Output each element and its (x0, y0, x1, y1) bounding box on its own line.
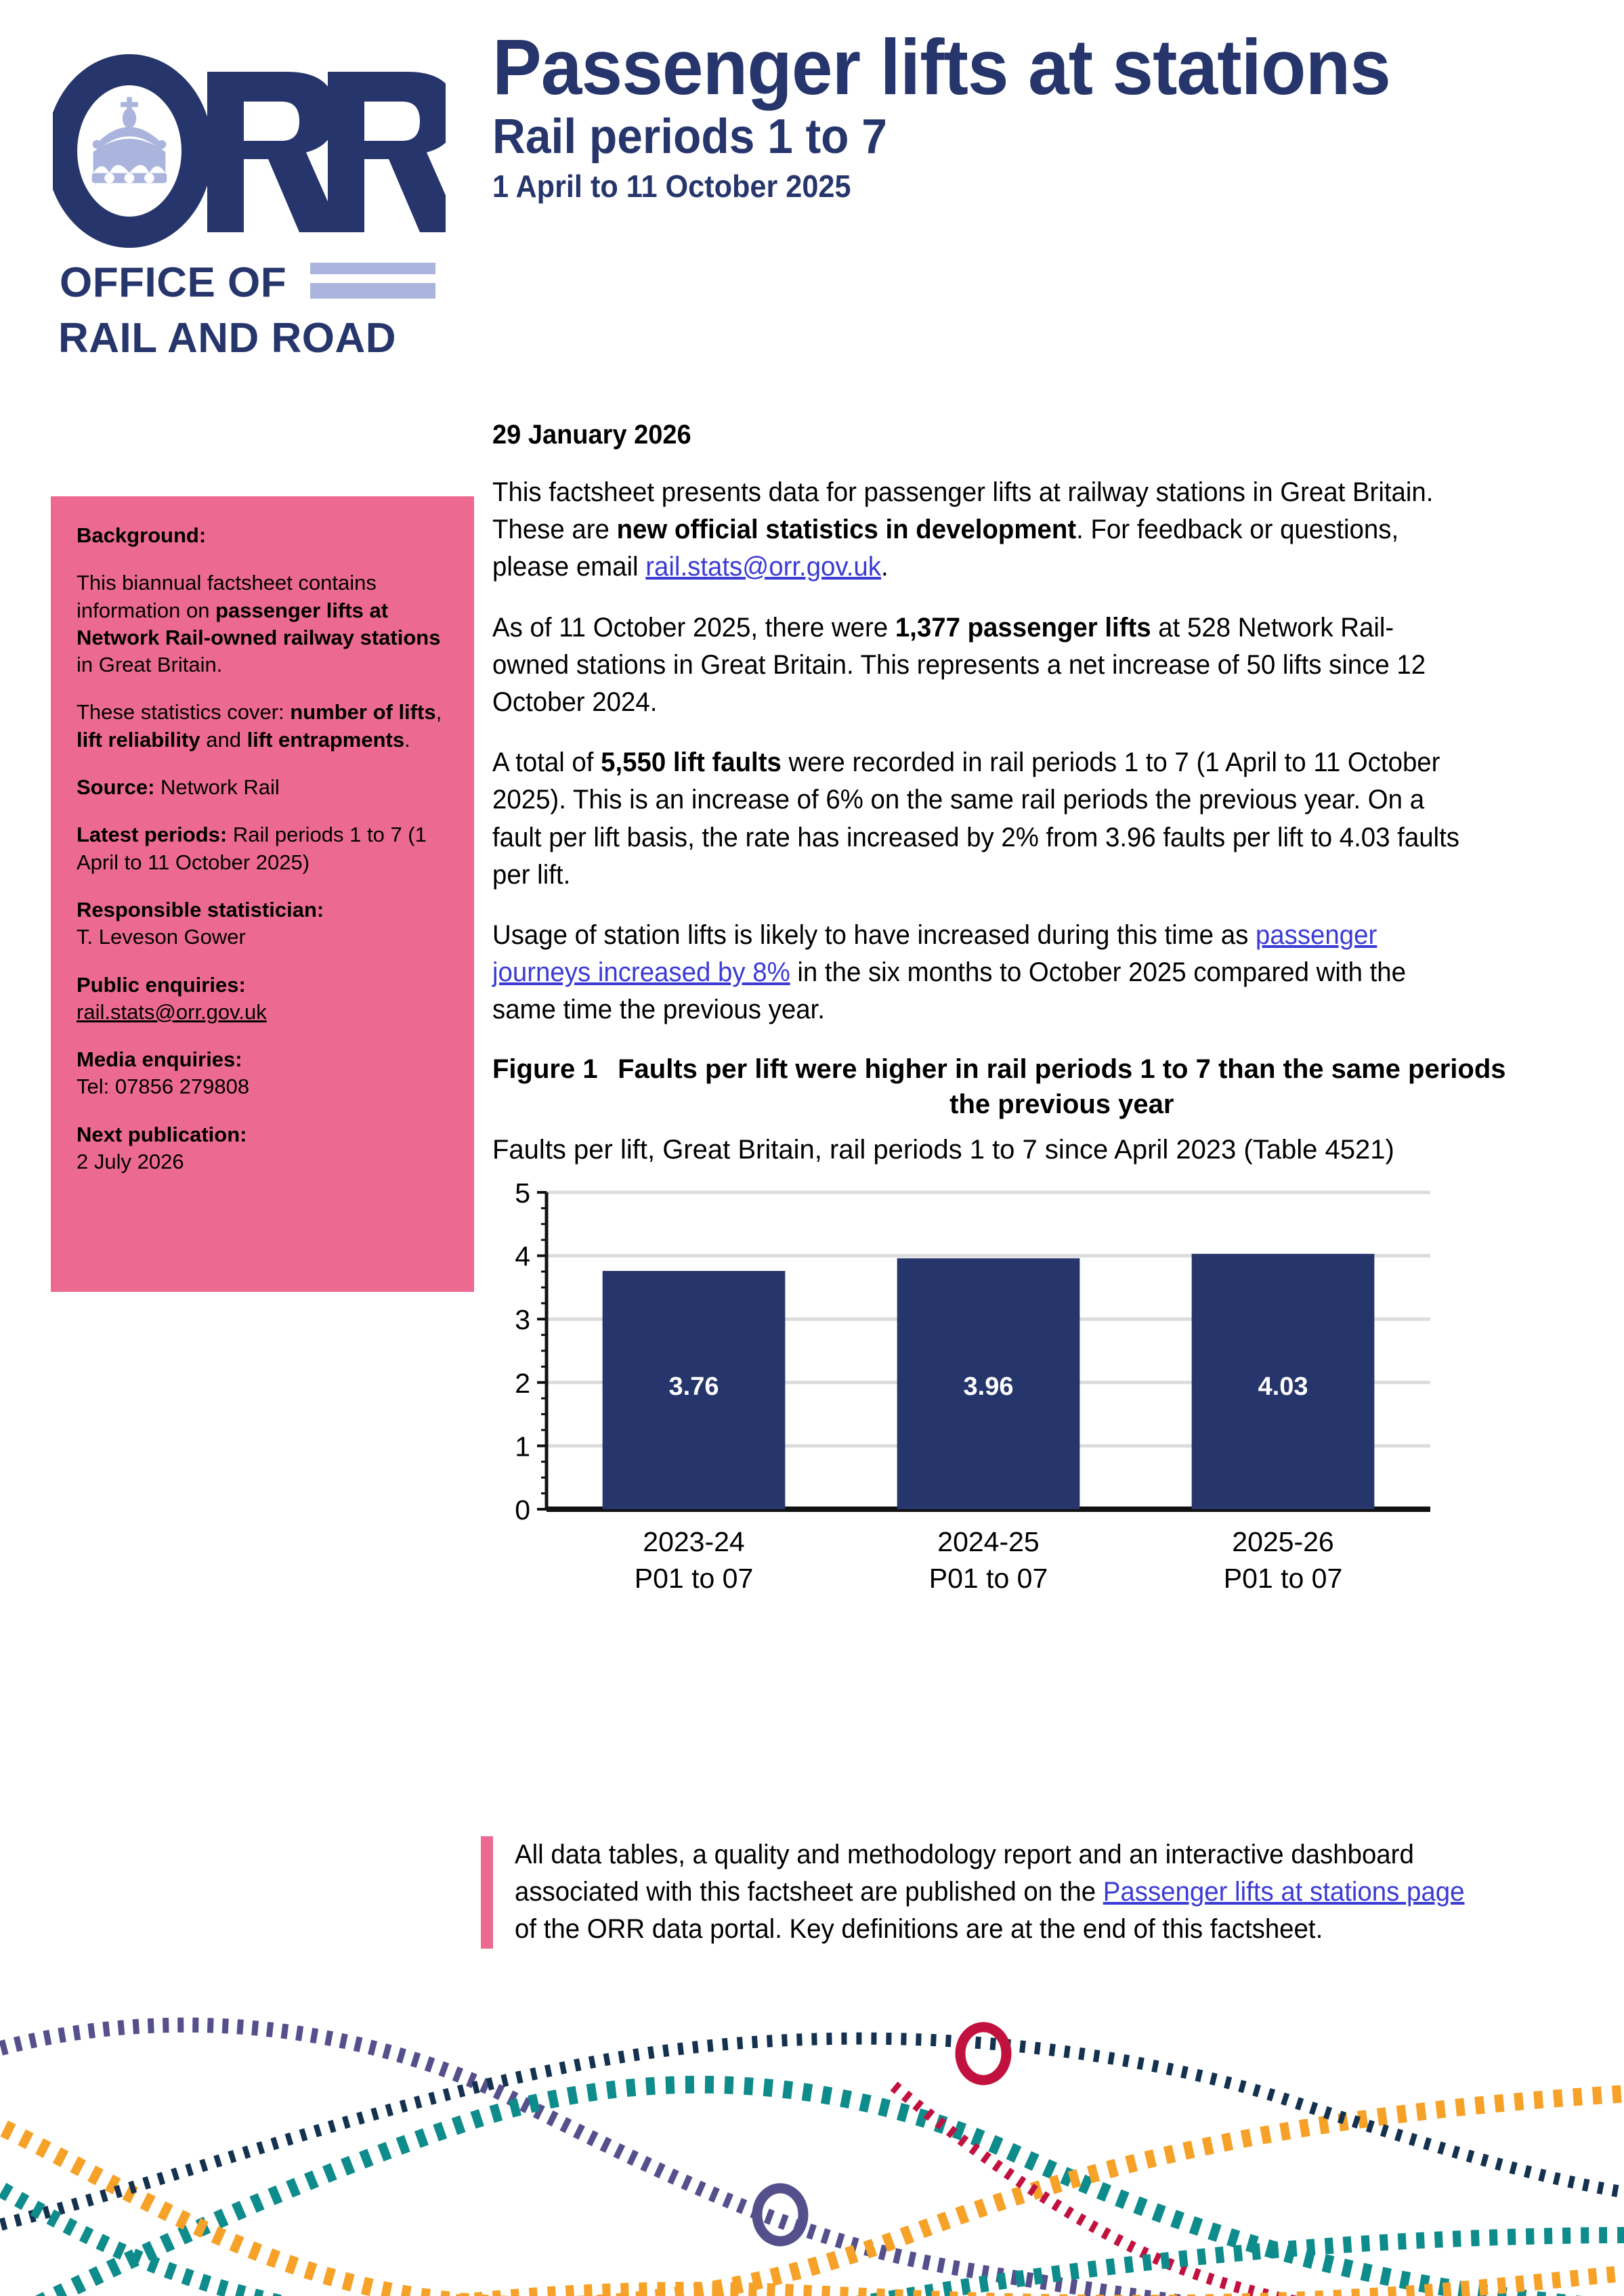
publication-date: 29 January 2026 (492, 420, 691, 450)
svg-text:0: 0 (515, 1494, 530, 1525)
svg-text:3: 3 (515, 1303, 530, 1335)
sidebar-next-publication: Next publication: 2 July 2026 (77, 1122, 247, 1174)
sidebar-statistician: Responsible statistician: T. Leveson Gower (77, 897, 324, 949)
svg-text:4.03: 4.03 (1258, 1372, 1308, 1401)
passenger-journeys-link[interactable]: passenger journeys increased by 8% (492, 919, 1377, 988)
title-block (492, 23, 1508, 204)
lifts-page-link[interactable]: Passenger lifts at stations page (1103, 1877, 1465, 1907)
sidebar-background-text: This biannual factsheet contains information on passenger lifts at Network Rail-owned railway stations in Great Britain. (77, 571, 441, 677)
sidebar-latest-periods: Latest periods: Rail periods 1 to 7 (1 April to 11 October 2025) (77, 823, 427, 874)
page-subtitle: Rail periods 1 to 7 (492, 110, 887, 165)
svg-text:P01 to 07: P01 to 07 (1223, 1562, 1343, 1594)
orr-logo (53, 53, 446, 371)
stats-email-link[interactable]: rail.stats@orr.gov.uk (645, 552, 881, 582)
svg-text:RAIL AND ROAD: RAIL AND ROAD (58, 315, 397, 362)
page-date-range: 1 April to 11 October 2025 (492, 168, 851, 204)
decorative-wave-footer (0, 2012, 1624, 2296)
figure-number: Figure 1 (492, 1054, 598, 1085)
svg-text:3.76: 3.76 (668, 1372, 719, 1401)
svg-text:2025-26: 2025-26 (1232, 1525, 1334, 1557)
background-sidebar (51, 496, 474, 1292)
svg-text:P01 to 07: P01 to 07 (928, 1562, 1048, 1594)
sidebar-source: Source: Network Rail (77, 775, 280, 800)
svg-text:3.96: 3.96 (963, 1372, 1014, 1401)
svg-text:4: 4 (515, 1240, 530, 1272)
svg-text:1: 1 (515, 1431, 530, 1463)
figure-heading (492, 1052, 1508, 1122)
sidebar-email-link[interactable]: rail.stats@orr.gov.uk (77, 999, 267, 1024)
svg-text:P01 to 07: P01 to 07 (634, 1562, 754, 1594)
svg-text:5: 5 (515, 1177, 530, 1209)
sidebar-background-heading: Background: (77, 523, 207, 547)
sidebar-public-enquiries: Public enquiries: rail.stats@orr.gov.uk (77, 972, 267, 1024)
svg-text:OFFICE OF: OFFICE OF (60, 259, 287, 306)
sidebar-coverage-text: These statistics cover: number of lifts, lift reliability and lift entrapments. (77, 700, 442, 752)
usage-paragraph: Usage of station lifts is likely to have increased during this time as passenger journeys increased by 8% in the six months to October 2025 compared with the same time the previous year. (492, 919, 1406, 1025)
svg-text:2024-25: 2024-25 (937, 1525, 1040, 1557)
svg-text:2023-24: 2023-24 (643, 1525, 745, 1557)
page-title: Passenger lifts at stations (492, 23, 1390, 111)
sidebar-media-enquiries: Media enquiries: Tel: 07856 279808 (77, 1047, 250, 1099)
faults-paragraph: A total of 5,550 lift faults were recorded in rail periods 1 to 7 (1 April to 11 October 2025). This is an increase of 6% on the same rail periods the previous year. On a fault per lift basis, the rate has increased by 2% from 3.96 faults per lift to 4.03 faults per lift. (492, 748, 1459, 890)
figure-subtitle: Faults per lift, Great Britain, rail periods 1 to 7 since April 2023 (Table 4521) (492, 1135, 1394, 1165)
data-tables-callout: All data tables, a quality and methodology report and an interactive dashboard associated with this factsheet are published on the Passenger lifts at stations page of the ORR data portal. Key definitions are at the end of this factsheet. (481, 1836, 1510, 1949)
faults-per-lift-bar-chart (486, 1177, 1447, 1624)
main-content (492, 474, 1508, 1624)
svg-text:2: 2 (515, 1367, 530, 1399)
lift-count-paragraph: As of 11 October 2025, there were 1,377 passenger lifts at 528 Network Rail-owned stations in Great Britain. This represents a net increase of 50 lifts since 12 October 2024. (492, 612, 1426, 717)
figure-title: Faults per lift were higher in rail periods 1 to 7 than the same periods the previous year (618, 1054, 1506, 1120)
intro-paragraph: This factsheet presents data for passenger lifts at railway stations in Great Britain. These are new official statistics in development. For feedback or questions, please email rail.stats@orr.gov.uk. (492, 477, 1434, 582)
